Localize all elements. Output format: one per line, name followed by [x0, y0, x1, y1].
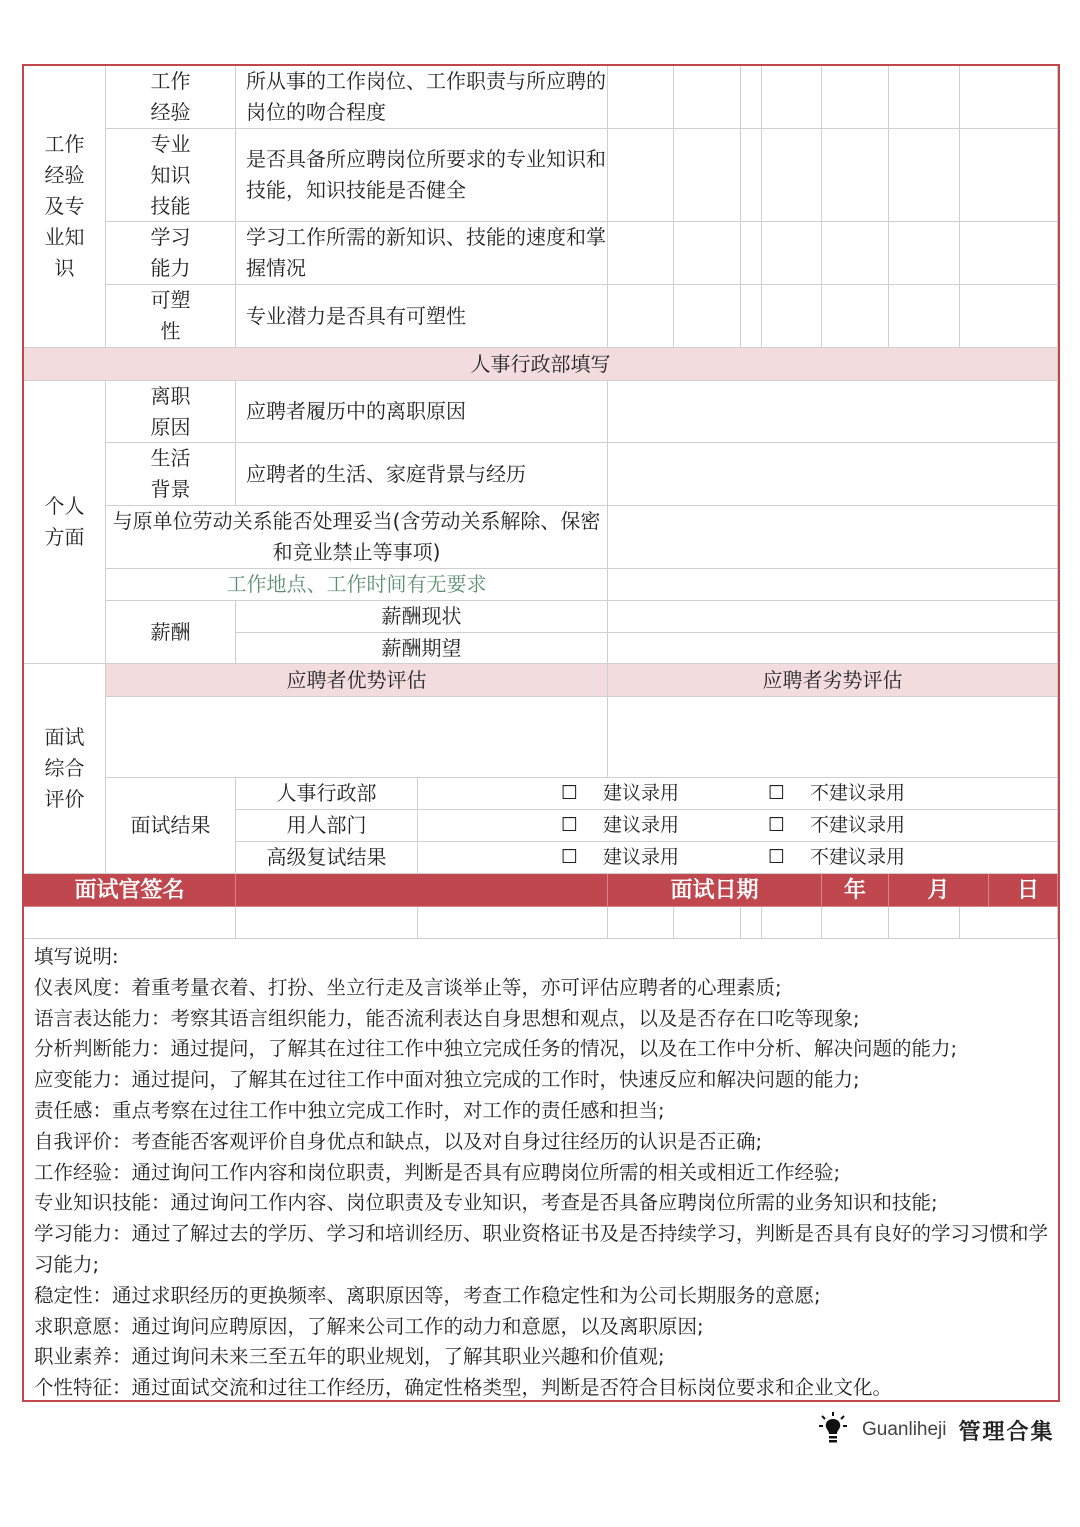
- instruction-term: 自我评价: [34, 1129, 113, 1153]
- recommend-label: 建议录用: [603, 846, 680, 868]
- signature-field[interactable]: [418, 907, 608, 939]
- instruction-text: ：通过询问未来三至五年的职业规划，了解其职业兴趣和价值观;: [112, 1345, 665, 1369]
- section-personal-label: 个人方面: [24, 381, 106, 664]
- signature-bar-fill: [236, 874, 608, 907]
- item-name: 生活背景: [106, 443, 236, 506]
- instruction-term: 学习能力: [34, 1222, 113, 1246]
- recommend-checkbox[interactable]: ☐: [561, 782, 579, 804]
- result-dept: 用人部门: [236, 810, 418, 842]
- answer-field[interactable]: [608, 506, 1058, 569]
- instruction-text: ：重点考察在过往工作中独立完成工作时，对工作的责任感和担当;: [92, 1098, 665, 1122]
- signature-field[interactable]: [236, 907, 418, 939]
- item-desc: 应聘者履历中的离职原因: [236, 381, 608, 443]
- instructions-title: 填写说明:: [34, 945, 119, 968]
- instruction-line: [34, 1096, 1054, 1127]
- score-cell[interactable]: [741, 66, 762, 129]
- instruction-text: ：通过了解过去的学历、学习和培训经历、职业资格证书及是否持续学习，判断是否具有良好的学习习惯和学习能力;: [34, 1222, 1049, 1276]
- instruction-term: 专业知识技能: [34, 1191, 152, 1215]
- instruction-term: 仪表风度: [34, 975, 113, 999]
- signature-field[interactable]: [24, 907, 236, 939]
- not-recommend-label: 不建议录用: [810, 846, 906, 868]
- recommend-checkbox[interactable]: ☐: [561, 814, 579, 836]
- result-dept: 高级复试结果: [236, 842, 418, 874]
- advantage-header: 应聘者优势评估: [106, 664, 608, 697]
- section-experience-label: 工作经验及专业知识: [24, 66, 106, 348]
- result-dept: 人事行政部: [236, 778, 418, 810]
- instruction-text: ：通过提问，了解其在过往工作中面对独立完成的工作时，快速反应和解决问题的能力;: [112, 1068, 860, 1092]
- disadvantage-field[interactable]: [608, 697, 1058, 778]
- instruction-text: ：通过询问工作内容和岗位职责，判断是否具有应聘岗位所需的相关或相近工作经验;: [112, 1160, 841, 1184]
- instruction-line: [34, 1034, 1054, 1065]
- instruction-line: [34, 1312, 1054, 1343]
- item-desc: 学习工作所需的新知识、技能的速度和掌握情况: [236, 222, 608, 285]
- location-time-question: 工作地点、工作时间有无要求: [106, 569, 608, 601]
- item-desc: 是否具备所应聘岗位所要求的专业知识和技能，知识技能是否健全: [236, 129, 608, 222]
- answer-field[interactable]: [608, 443, 1058, 506]
- score-cell[interactable]: [822, 66, 889, 129]
- score-cell[interactable]: [822, 129, 889, 222]
- score-cell[interactable]: [889, 285, 960, 348]
- score-cell[interactable]: [822, 285, 889, 348]
- score-cell[interactable]: [674, 285, 741, 348]
- instruction-text: ：考查能否客观评价自身优点和缺点，以及对自身过往经历的认识是否正确;: [112, 1129, 763, 1153]
- score-cell[interactable]: [674, 66, 741, 129]
- not-recommend-checkbox[interactable]: ☐: [768, 846, 786, 868]
- score-cell[interactable]: [741, 285, 762, 348]
- instruction-term: 职业素养: [34, 1345, 113, 1369]
- date-field[interactable]: [674, 907, 741, 939]
- instruction-text: ：通过提问，了解其在过往工作中独立完成任务的情况，以及在工作中分析、解决问题的能力;: [151, 1037, 958, 1061]
- score-cell[interactable]: [889, 222, 960, 285]
- result-row: [418, 810, 1058, 842]
- answer-field[interactable]: [608, 381, 1058, 443]
- not-recommend-label: 不建议录用: [810, 782, 906, 804]
- score-cell[interactable]: [889, 66, 960, 129]
- advantage-field[interactable]: [106, 697, 608, 778]
- instructions-list: [34, 973, 1054, 1404]
- score-cell[interactable]: [960, 66, 1058, 129]
- year-label: 年: [822, 874, 889, 907]
- score-cell[interactable]: [762, 129, 822, 222]
- item-name: 离职原因: [106, 381, 236, 443]
- score-cell[interactable]: [762, 285, 822, 348]
- score-cell[interactable]: [762, 66, 822, 129]
- score-cell[interactable]: [960, 222, 1058, 285]
- instruction-term: 工作经验: [34, 1160, 113, 1184]
- date-field[interactable]: [741, 907, 762, 939]
- item-desc: 所从事的工作岗位、工作职责与所应聘的岗位的吻合程度: [236, 66, 608, 129]
- labor-relation-question: 与原单位劳动关系能否处理妥当(含劳动关系解除、保密和竞业禁止等事项): [106, 506, 608, 569]
- salary-current-label: 薪酬现状: [236, 601, 608, 633]
- score-cell[interactable]: [741, 222, 762, 285]
- score-cell[interactable]: [960, 129, 1058, 222]
- instruction-line: [34, 1158, 1054, 1189]
- instruction-text: ：通过询问工作内容、岗位职责及专业知识，考查是否具备应聘岗位所需的业务知识和技能;: [151, 1191, 938, 1215]
- fill-instructions: [34, 942, 1054, 1404]
- instruction-line: [34, 1127, 1054, 1158]
- item-name: 可塑性: [106, 285, 236, 348]
- date-field[interactable]: [608, 907, 674, 939]
- date-field[interactable]: [762, 907, 822, 939]
- answer-field[interactable]: [608, 633, 1058, 664]
- not-recommend-label: 不建议录用: [810, 814, 906, 836]
- disadvantage-header: 应聘者劣势评估: [608, 664, 1058, 697]
- instruction-term: 稳定性: [34, 1283, 93, 1307]
- instruction-line: [34, 1219, 1054, 1281]
- date-field[interactable]: [960, 907, 1058, 939]
- score-cell[interactable]: [960, 285, 1058, 348]
- month-label: 月: [889, 874, 989, 907]
- hr-fill-header: 人事行政部填写: [24, 348, 1058, 381]
- instruction-line: [34, 1281, 1054, 1312]
- score-cell[interactable]: [822, 222, 889, 285]
- instruction-text: ：通过询问应聘原因，了解来公司工作的动力和意愿，以及离职原因;: [112, 1314, 704, 1338]
- signature-label: 面试官签名: [24, 874, 236, 907]
- instruction-term: 语言表达能力: [34, 1006, 152, 1030]
- instruction-term: 个性特征: [34, 1376, 113, 1400]
- not-recommend-checkbox[interactable]: ☐: [768, 782, 786, 804]
- item-name: 专业知识技能: [106, 129, 236, 222]
- result-row: [418, 778, 1058, 810]
- instruction-line: [34, 1342, 1054, 1373]
- recommend-checkbox[interactable]: ☐: [561, 846, 579, 868]
- instruction-text: ：考察其语言组织能力，能否流利表达自身思想和观点，以及是否存在口吃等现象;: [151, 1006, 860, 1030]
- score-cell[interactable]: [608, 285, 674, 348]
- instruction-line: [34, 1004, 1054, 1035]
- score-cell[interactable]: [674, 222, 741, 285]
- item-desc: 应聘者的生活、家庭背景与经历: [236, 443, 608, 506]
- instruction-text: ：通过面试交流和过往工作经历，确定性格类型，判断是否符合目标岗位要求和企业文化。: [112, 1376, 893, 1400]
- item-desc: 专业潜力是否具有可塑性: [236, 285, 608, 348]
- lightbulb-icon: [818, 1411, 848, 1449]
- salary-label: 薪酬: [106, 601, 236, 664]
- day-label: 日: [989, 874, 1058, 907]
- score-cell[interactable]: [608, 222, 674, 285]
- item-name: 工作经验: [106, 66, 236, 129]
- date-field[interactable]: [822, 907, 889, 939]
- score-cell[interactable]: [762, 222, 822, 285]
- brand-footer: [818, 1410, 1055, 1450]
- instruction-text: ：通过求职经历的更换频率、离职原因等，考查工作稳定性和为公司长期服务的意愿;: [92, 1283, 821, 1307]
- brand-name-cn: 管理合集: [958, 1418, 1055, 1445]
- instruction-term: 求职意愿: [34, 1314, 113, 1338]
- instruction-line: [34, 1188, 1054, 1219]
- answer-field[interactable]: [608, 569, 1058, 601]
- item-name: 学习能力: [106, 222, 236, 285]
- score-cell[interactable]: [674, 129, 741, 222]
- instruction-text: ：着重考量衣着、打扮、坐立行走及言谈举止等，亦可评估应聘者的心理素质;: [112, 975, 782, 999]
- instruction-line: [34, 1065, 1054, 1096]
- result-row: [418, 842, 1058, 874]
- result-label: 面试结果: [106, 778, 236, 874]
- date-label: 面试日期: [608, 874, 822, 907]
- answer-field[interactable]: [608, 601, 1058, 633]
- instruction-line: [34, 973, 1054, 1004]
- date-field[interactable]: [889, 907, 960, 939]
- section-overall-label: 面试综合评价: [24, 664, 106, 874]
- score-cell[interactable]: [608, 66, 674, 129]
- instruction-term: 应变能力: [34, 1068, 113, 1092]
- recommend-label: 建议录用: [603, 814, 680, 836]
- score-cell[interactable]: [889, 129, 960, 222]
- instruction-term: 责任感: [34, 1098, 93, 1122]
- score-cell[interactable]: [741, 129, 762, 222]
- recommend-label: 建议录用: [603, 782, 680, 804]
- instruction-term: 分析判断能力: [34, 1037, 152, 1061]
- score-cell[interactable]: [608, 129, 674, 222]
- not-recommend-checkbox[interactable]: ☐: [768, 814, 786, 836]
- salary-expected-label: 薪酬期望: [236, 633, 608, 664]
- brand-name-en: Guanliheji: [862, 1419, 947, 1440]
- instruction-line: [34, 1373, 1054, 1404]
